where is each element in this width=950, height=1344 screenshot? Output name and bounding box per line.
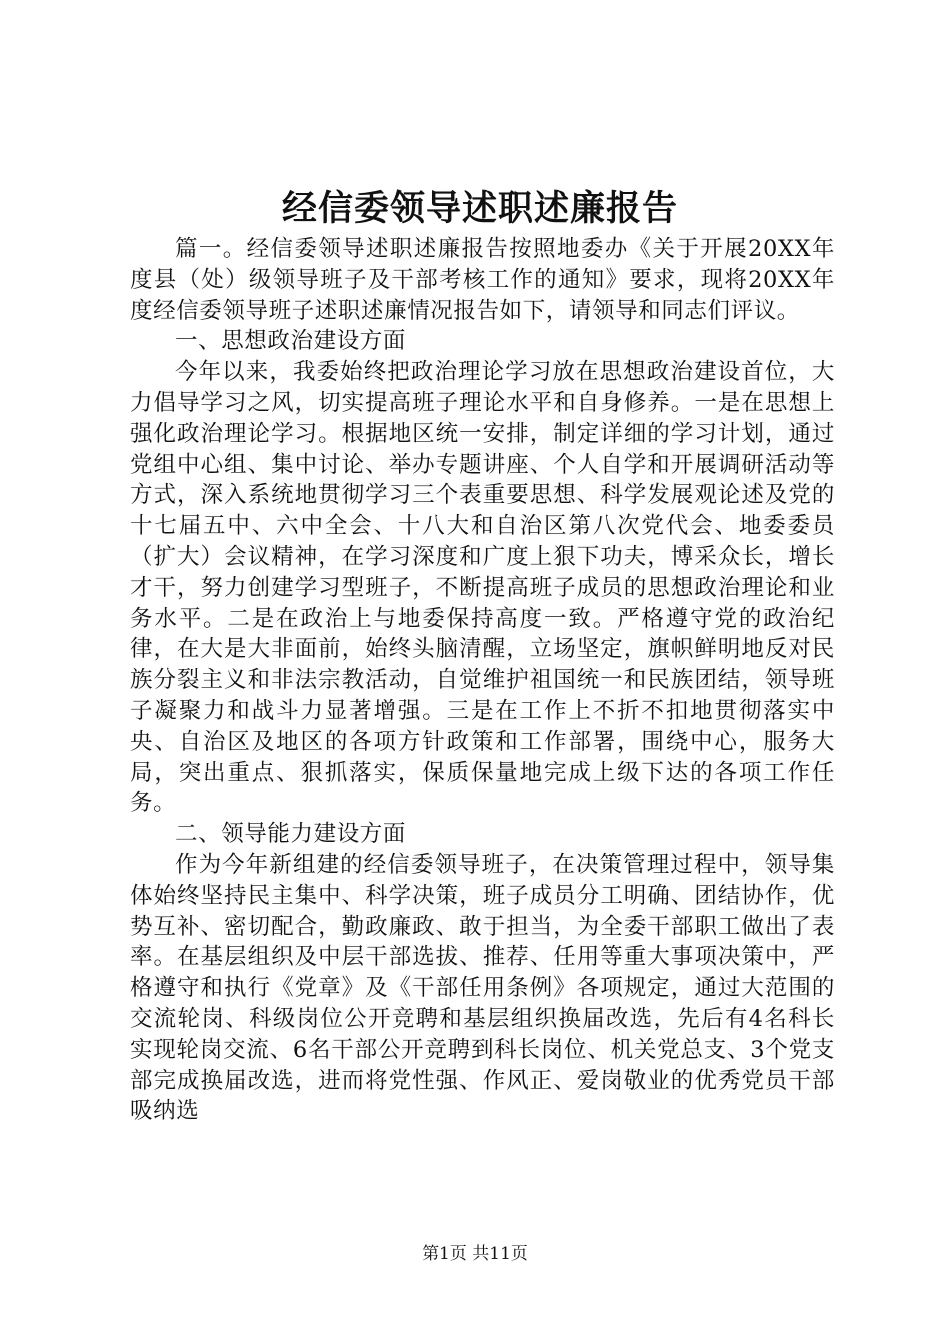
section-heading-ideology: 一、思想政治建设方面	[175, 328, 407, 355]
page-number-footer: 第1页 共11页	[422, 1244, 528, 1264]
body-paragraph-leadership: 作为今年新组建的经信委领导班子，在决策管理过程中，领导集体始终坚持民主集中、科学决策，班子成员分工明确、团结协作，优势互补、密切配合，勤政廉政、敢于担当，为全委干部职工做出了表率。在基层组织及中层干部选拔、推荐、任用等重大事项决策中，严格遵守和执行《党章》及《干部任用条例》各项规定，通过大范围的交流轮岗、科级岗位公开竞聘和基层组织换届改选，先后有4名科长实现轮岗交流、6名干部公开竞聘到科长岗位、机关党总支、3个党支部完成换届改选，进而将党性强、作风正、爱岗敬业的优秀党员干部吸纳选	[130, 851, 835, 1125]
document-body	[130, 234, 835, 1127]
document-title: 经信委领导述职述廉报告	[281, 188, 678, 229]
section-heading-leadership: 二、领导能力建设方面	[175, 821, 407, 848]
intro-paragraph: 篇一。经信委领导述职述廉报告按照地委办《关于开展20XX年度县（处）级领导班子及干部考核工作的通知》要求，现将20XX年度经信委领导班子述职述廉情况报告如下，请领导和同志们评议。	[130, 236, 835, 324]
body-paragraph-ideology: 今年以来，我委始终把政治理论学习放在思想政治建设首位，大力倡导学习之风，切实提高班子理论水平和自身修养。一是在思想上强化政治理论学习。根据地区统一安排，制定详细的学习计划，通过党组中心组、集中讨论、举办专题讲座、个人自学和开展调研活动等方式，深入系统地贯彻学习三个表重要思想、科学发展观论述及党的十七届五中、六中全会、十八大和自治区第八次党代会、地委委员（扩大）会议精神，在学习深度和广度上狠下功夫，博采众长，增长才干，努力创建学习型班子，不断提高班子成员的思想政治理论和业务水平。二是在政治上与地委保持高度一致。严格遵守党的政治纪律，在大是大非面前，始终头脑清醒，立场坚定，旗帜鲜明地反对民族分裂主义和非法宗教活动，自觉维护祖国统一和民族团结，领导班子凝聚力和战斗力显著增强。三是在工作上不折不扣地贯彻落实中央、自治区及地区的各项方针政策和工作部署，围绕中心，服务大局，突出重点、狠抓落实，保质保量地完成上级下达的各项工作任务。	[130, 359, 835, 817]
